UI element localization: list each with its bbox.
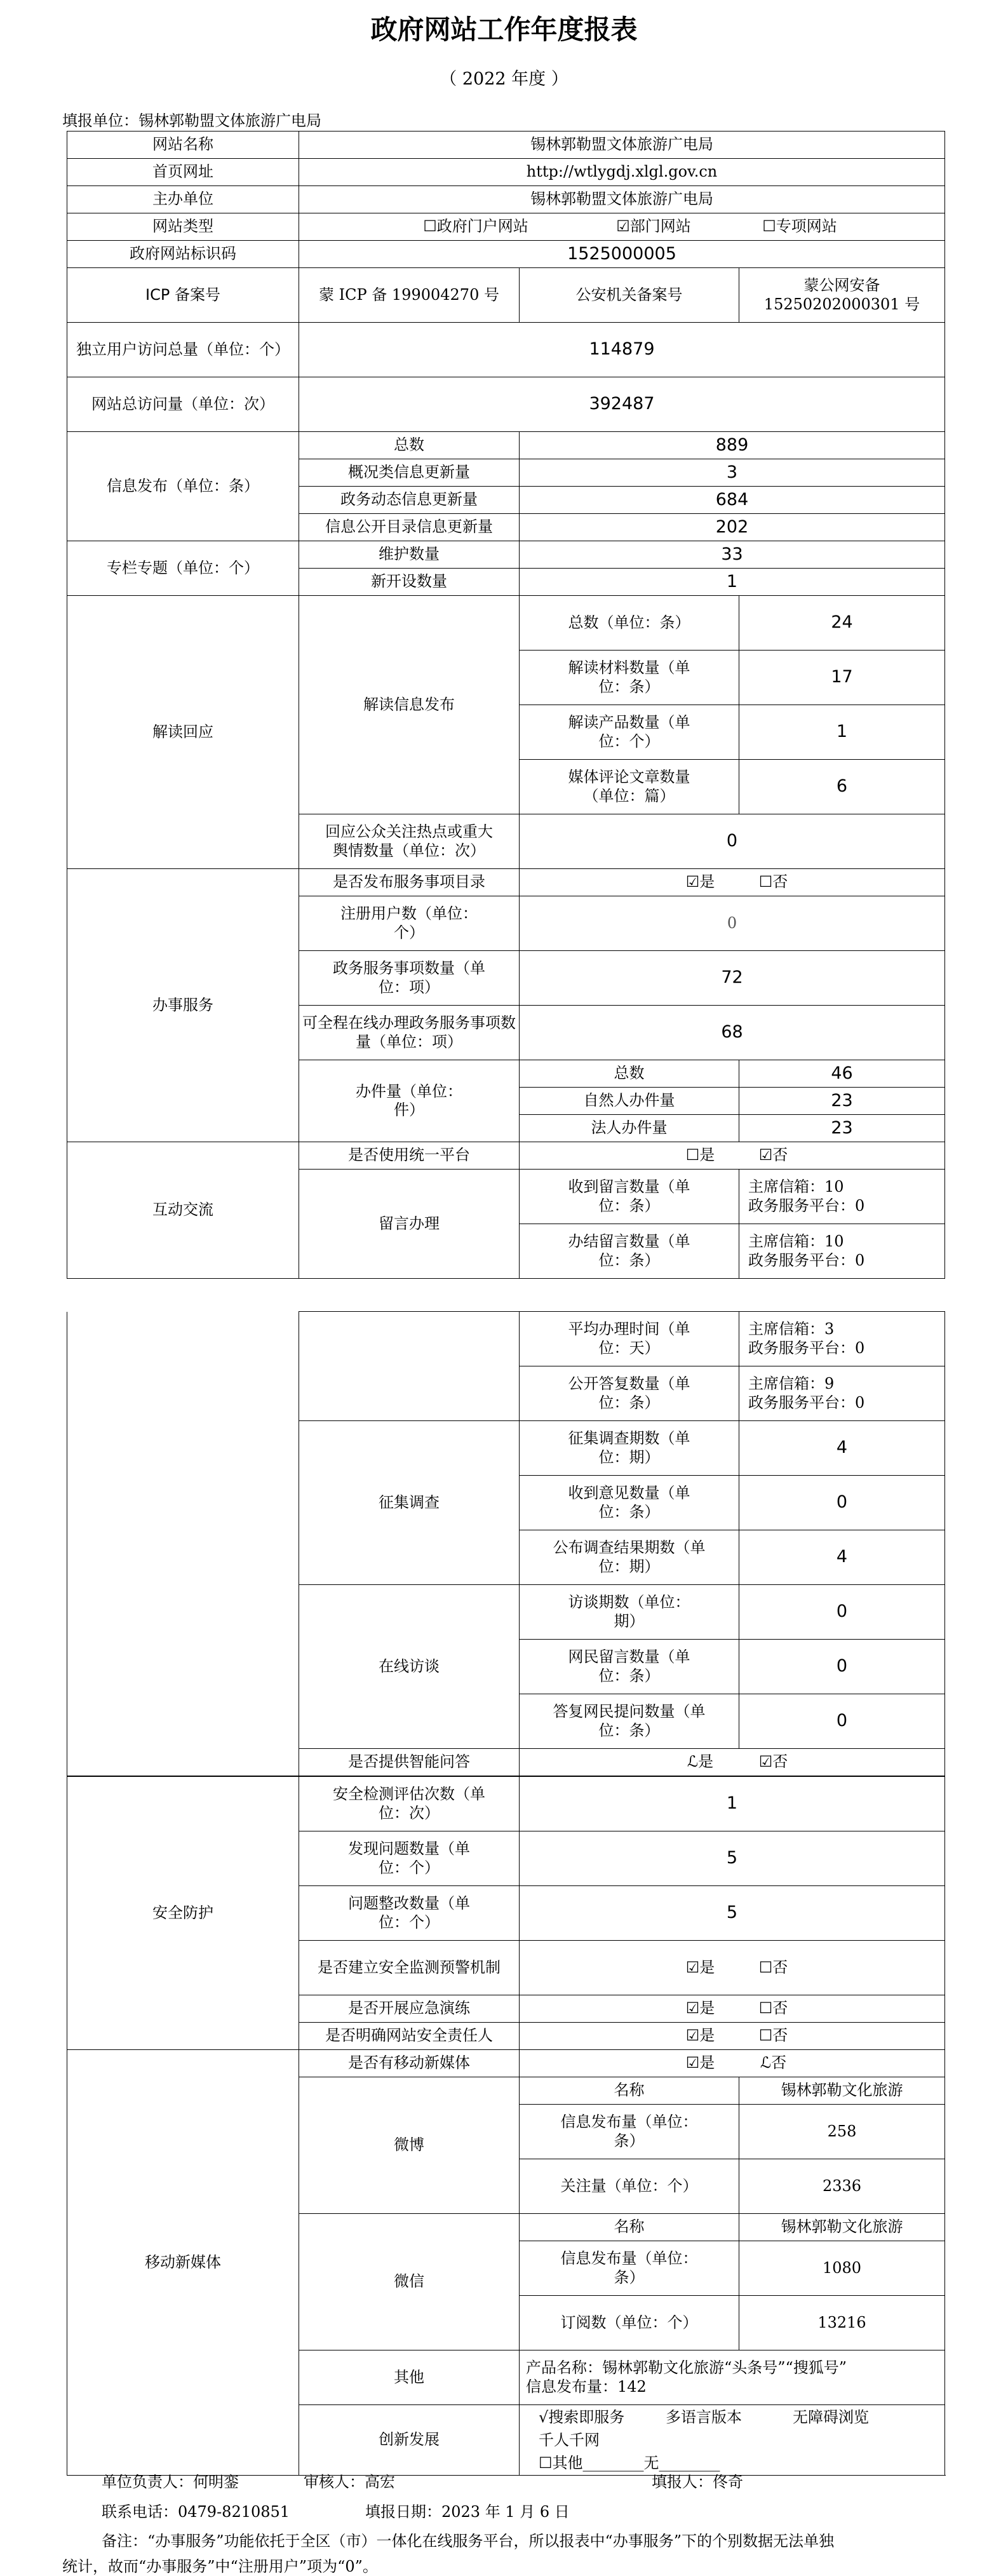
message-row-value: 主席信箱：10 政务服务平台：0 — [739, 1170, 945, 1224]
volume-row-value: 23 — [739, 1115, 945, 1142]
volume-row-label: 法人办件量 — [520, 1115, 739, 1142]
security-check-options — [520, 1941, 945, 1995]
site-type-special-checkbox[interactable]: ☐专项网站 — [762, 217, 837, 236]
info-row-value: 684 — [520, 487, 945, 514]
security-check-label: 是否开展应急演练 — [299, 1995, 520, 2023]
interpret-row-value: 1 — [739, 705, 945, 760]
security-row-value: 5 — [520, 1831, 945, 1886]
unit-leader: 单位负责人：何明銮 — [102, 2473, 239, 2491]
report-table-part3 — [67, 1776, 945, 2476]
interpret-section-label: 解读回应 — [67, 596, 299, 869]
reviewer: 审核人：高宏 — [304, 2473, 395, 2491]
security-check-yes[interactable]: ☑是 — [685, 2026, 715, 2045]
interview-row-label: 网民留言数量（单位：条） — [520, 1640, 739, 1694]
interpret-row-value: 17 — [739, 651, 945, 705]
survey-row-value: 4 — [739, 1421, 945, 1476]
security-check-yes[interactable]: ☑是 — [685, 1999, 715, 2018]
security-check-yes[interactable]: ☑是 — [685, 1958, 715, 1976]
wechat-row-label: 信息发布量（单位：条） — [520, 2241, 739, 2296]
total-visits-label: 网站总访问量（单位：次） — [67, 377, 299, 432]
security-check-label: 是否建立安全监测预警机制 — [299, 1941, 520, 1995]
homepage-label: 首页网址 — [67, 159, 299, 186]
has-media-no[interactable]: ℒ否 — [760, 2054, 787, 2072]
report-year: （ 2022 年度 ） — [440, 69, 568, 89]
site-code-label: 政府网站标识码 — [67, 241, 299, 268]
service-items: 72 — [520, 951, 945, 1006]
info-row-value: 3 — [520, 459, 945, 487]
respond-hotspot-value: 0 — [520, 814, 945, 869]
fill-date: 填报日期：2023 年 1 月 6 日 — [365, 2503, 570, 2521]
filler: 填报人：佟奇 — [652, 2473, 743, 2491]
unique-visitors-label: 独立用户访问总量（单位：个） — [67, 323, 299, 377]
report-table-part1 — [67, 131, 945, 1279]
weibo-row-label: 信息发布量（单位：条） — [520, 2105, 739, 2159]
police-number: 蒙公网安备 15250202000301 号 — [739, 268, 945, 323]
remark-line-2: 统计，故而“办事服务”中“注册用户”项为“0”。 — [62, 2558, 378, 2575]
homepage-url: http://wtlygdj.xlgl.gov.cn — [299, 159, 945, 186]
special-row-label: 维护数量 — [299, 541, 520, 569]
message-row-value: 主席信箱：10 政务服务平台：0 — [739, 1224, 945, 1279]
icp-label: ICP 备案号 — [67, 268, 299, 323]
innovation-option[interactable]: 千人千网 — [539, 2431, 600, 2449]
innovation-option[interactable]: 多语言版本 — [666, 2408, 742, 2426]
filling-unit: 填报单位：锡林郭勒盟文体旅游广电局 — [62, 112, 321, 130]
service-catalog-no[interactable]: ☐否 — [758, 873, 788, 891]
message-row-value: 主席信箱：3 政务服务平台：0 — [739, 1312, 945, 1366]
weibo-row-value: 258 — [739, 2105, 945, 2159]
security-check-no[interactable]: ☐否 — [758, 2026, 788, 2045]
innovation-option[interactable]: √搜索即服务 — [539, 2408, 625, 2426]
police-label: 公安机关备案号 — [520, 268, 739, 323]
unified-platform-yes[interactable]: ☐是 — [685, 1146, 715, 1164]
case-volume-label: 办件量（单位：件） — [299, 1060, 520, 1142]
site-type-options — [299, 213, 945, 241]
message-row-label: 平均办理时间（单位：天） — [520, 1312, 739, 1366]
site-name-label: 网站名称 — [67, 131, 299, 159]
unified-platform-label: 是否使用统一平台 — [299, 1142, 520, 1170]
survey-row-label: 公布调查结果期数（单位：期） — [520, 1530, 739, 1585]
info-row-value: 889 — [520, 432, 945, 459]
security-check-options — [520, 1995, 945, 2023]
weibo-row-label: 关注量（单位：个） — [520, 2159, 739, 2214]
service-catalog-label: 是否发布服务事项目录 — [299, 869, 520, 896]
online-items: 68 — [520, 1006, 945, 1060]
wechat-row-value: 1080 — [739, 2241, 945, 2296]
message-row-label: 办结留言数量（单位：条） — [520, 1224, 739, 1279]
icp-number: 蒙 ICP 备 199004270 号 — [299, 268, 520, 323]
info-row-label: 信息公开目录信息更新量 — [299, 514, 520, 541]
other-media-label: 其他 — [299, 2350, 520, 2405]
unique-visitors: 114879 — [299, 323, 945, 377]
interpret-row-value: 24 — [739, 596, 945, 651]
smart-qa-no[interactable]: ☑否 — [758, 1753, 788, 1771]
site-type-label: 网站类型 — [67, 213, 299, 241]
registered-users: 0 — [520, 896, 945, 951]
unified-platform-options — [520, 1142, 945, 1170]
innovation-label: 创新发展 — [299, 2405, 520, 2476]
service-catalog-options — [520, 869, 945, 896]
has-media-options — [520, 2050, 945, 2077]
interpret-row-label: 解读产品数量（单位：个） — [520, 705, 739, 760]
smart-qa-options — [520, 1749, 945, 1776]
message-row-value: 主席信箱：9 政务服务平台：0 — [739, 1366, 945, 1421]
security-check-no[interactable]: ☐否 — [758, 1958, 788, 1976]
interview-label: 在线访谈 — [299, 1585, 520, 1749]
interpret-row-label: 解读材料数量（单位：条） — [520, 651, 739, 705]
wechat-label: 微信 — [299, 2214, 520, 2350]
security-row-value: 5 — [520, 1886, 945, 1941]
interview-row-value: 0 — [739, 1694, 945, 1749]
site-name: 锡林郭勒盟文体旅游广电局 — [299, 131, 945, 159]
info-publish-label: 信息发布（单位：条） — [67, 432, 299, 541]
special-topic-label: 专栏专题（单位：个） — [67, 541, 299, 596]
message-row-label: 公开答复数量（单位：条） — [520, 1366, 739, 1421]
respond-hotspot-label: 回应公众关注热点或重大舆情数量（单位：次） — [299, 814, 520, 869]
interaction-section-continued — [67, 1312, 299, 1776]
smart-qa-yes[interactable]: ℒ是 — [687, 1753, 714, 1771]
innovation-options — [520, 2405, 945, 2476]
security-row-value: 1 — [520, 1777, 945, 1831]
survey-row-label: 征集调查期数（单位：期） — [520, 1421, 739, 1476]
weibo-row-value: 2336 — [739, 2159, 945, 2214]
volume-row-value: 46 — [739, 1060, 945, 1088]
wechat-name-label: 名称 — [520, 2214, 739, 2241]
sponsor: 锡林郭勒盟文体旅游广电局 — [299, 186, 945, 213]
has-media-label: 是否有移动新媒体 — [299, 2050, 520, 2077]
security-section-label: 安全防护 — [67, 1777, 299, 2050]
survey-row-value: 4 — [739, 1530, 945, 1585]
volume-row-label: 总数 — [520, 1060, 739, 1088]
interview-row-label: 访谈期数（单位：期） — [520, 1585, 739, 1640]
smart-qa-label: 是否提供智能问答 — [299, 1749, 520, 1776]
wechat-row-value: 13216 — [739, 2296, 945, 2350]
innovation-other[interactable]: ☐其他________无________ — [539, 2454, 720, 2472]
interpret-row-value: 6 — [739, 760, 945, 814]
report-table-part2 — [67, 1311, 945, 1776]
sponsor-label: 主办单位 — [67, 186, 299, 213]
service-items-label: 政务服务事项数量（单位：项） — [299, 951, 520, 1006]
special-row-label: 新开设数量 — [299, 569, 520, 596]
interpret-row-label: 媒体评论文章数量（单位：篇） — [520, 760, 739, 814]
total-visits: 392487 — [299, 377, 945, 432]
interpret-publish-label: 解读信息发布 — [299, 596, 520, 814]
survey-row-label: 收到意见数量（单位：条） — [520, 1476, 739, 1530]
site-code: 1525000005 — [299, 241, 945, 268]
message-handling-continued — [299, 1312, 520, 1421]
weibo-name-label: 名称 — [520, 2077, 739, 2105]
service-section-label: 办事服务 — [67, 869, 299, 1142]
innovation-option[interactable]: 无障碍浏览 — [793, 2408, 869, 2426]
volume-row-label: 自然人办件量 — [520, 1088, 739, 1115]
wechat-row-label: 订阅数（单位：个） — [520, 2296, 739, 2350]
weibo-name: 锡林郭勒文化旅游 — [739, 2077, 945, 2105]
other-media-value: 产品名称：锡林郭勒文化旅游“头条号”“搜狐号” 信息发布量：142 — [520, 2350, 945, 2405]
interview-row-value: 0 — [739, 1640, 945, 1694]
site-type-portal-checkbox[interactable]: ☐政府门户网站 — [423, 217, 528, 236]
volume-row-value: 23 — [739, 1088, 945, 1115]
unified-platform-no[interactable]: ☑否 — [758, 1146, 788, 1164]
site-type-department-checkbox[interactable]: ☑部门网站 — [616, 217, 691, 236]
weibo-label: 微博 — [299, 2077, 520, 2214]
contact-phone: 联系电话：0479-8210851 — [102, 2503, 290, 2521]
security-row-label: 发现问题数量（单位：个） — [299, 1831, 520, 1886]
special-row-value: 33 — [520, 541, 945, 569]
security-check-options — [520, 2023, 945, 2050]
survey-row-value: 0 — [739, 1476, 945, 1530]
security-check-no[interactable]: ☐否 — [758, 1999, 788, 2018]
interaction-section-label: 互动交流 — [67, 1142, 299, 1279]
online-items-label: 可全程在线办理政务服务事项数量（单位：项） — [299, 1006, 520, 1060]
has-media-yes[interactable]: ☑是 — [685, 2054, 715, 2072]
message-handling-label: 留言办理 — [299, 1170, 520, 1279]
registered-users-label: 注册用户数（单位：个） — [299, 896, 520, 951]
message-row-label: 收到留言数量（单位：条） — [520, 1170, 739, 1224]
security-row-label: 问题整改数量（单位：个） — [299, 1886, 520, 1941]
survey-label: 征集调查 — [299, 1421, 520, 1585]
special-row-value: 1 — [520, 569, 945, 596]
remark-line-1: 备注：“办事服务”功能依托于全区（市）一体化在线服务平台，所以报表中“办事服务”下的个别数据无法单独 — [102, 2532, 835, 2550]
interview-row-value: 0 — [739, 1585, 945, 1640]
media-section-label: 移动新媒体 — [67, 2050, 299, 2476]
page-title: 政府网站工作年度报表 — [370, 14, 638, 45]
interpret-row-label: 总数（单位：条） — [520, 596, 739, 651]
info-row-label: 总数 — [299, 432, 520, 459]
security-row-label: 安全检测评估次数（单位：次） — [299, 1777, 520, 1831]
info-row-label: 概况类信息更新量 — [299, 459, 520, 487]
service-catalog-yes[interactable]: ☑是 — [685, 873, 715, 891]
wechat-name: 锡林郭勒文化旅游 — [739, 2214, 945, 2241]
security-check-label: 是否明确网站安全责任人 — [299, 2023, 520, 2050]
interview-row-label: 答复网民提问数量（单位：条） — [520, 1694, 739, 1749]
info-row-label: 政务动态信息更新量 — [299, 487, 520, 514]
info-row-value: 202 — [520, 514, 945, 541]
